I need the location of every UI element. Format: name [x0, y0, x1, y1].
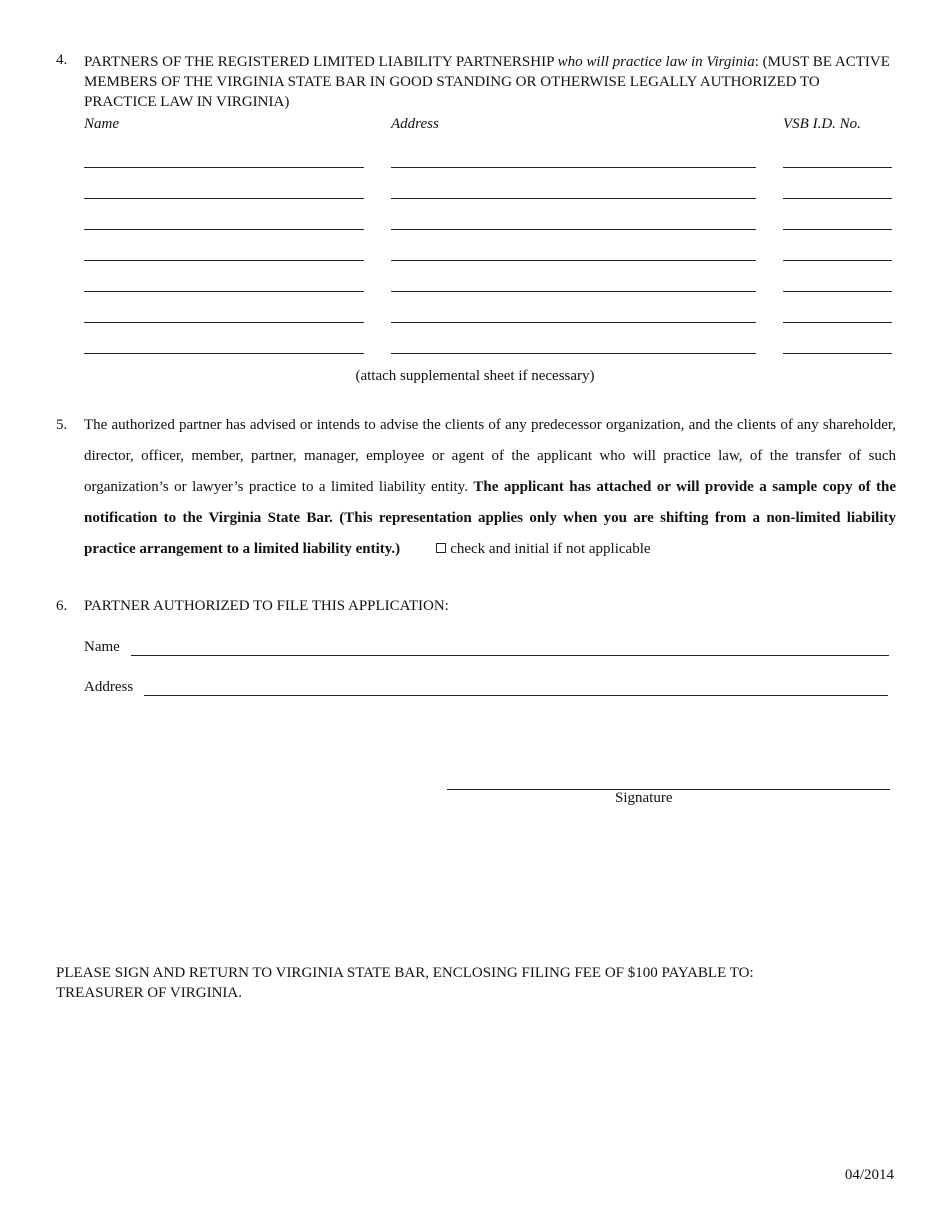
section-5-paragraph: [84, 410, 896, 565]
partner-address-field[interactable]: [391, 322, 756, 323]
partner-vsb-id-field[interactable]: [783, 198, 892, 199]
partner-vsb-id-field[interactable]: [783, 322, 892, 323]
section-4-heading: [84, 52, 894, 112]
partner-address-field[interactable]: [391, 353, 756, 354]
partner-vsb-id-field[interactable]: [783, 229, 892, 230]
section-6-number: 6.: [56, 598, 68, 614]
partner-name-field[interactable]: [84, 353, 364, 354]
name-field-line[interactable]: [131, 655, 889, 656]
signature-label: Signature: [615, 790, 673, 806]
not-applicable-checkbox[interactable]: [436, 543, 446, 553]
section-4-heading-start: PARTNERS OF THE REGISTERED LIMITED LIABILITY PARTNERSHIP: [84, 54, 558, 70]
section-4-heading-italic: who will practice law in Virginia: [557, 54, 755, 70]
column-header-name: Name: [84, 116, 119, 132]
filing-instructions-line-1: PLEASE SIGN AND RETURN TO VIRGINIA STATE BAR, ENCLOSING FILING FEE OF $100 PAYABLE TO:: [56, 965, 754, 981]
partner-address-field[interactable]: [391, 229, 756, 230]
partner-address-field[interactable]: [391, 260, 756, 261]
partner-name-field[interactable]: [84, 260, 364, 261]
filing-instructions-line-2: TREASURER OF VIRGINIA.: [56, 985, 242, 1001]
name-label: Name: [84, 639, 120, 655]
partner-address-field[interactable]: [391, 291, 756, 292]
partner-vsb-id-field[interactable]: [783, 353, 892, 354]
address-field-line[interactable]: [144, 695, 888, 696]
filing-instructions: [56, 963, 754, 1003]
section-5-text: The authorized partner has advised or intends to advise the clients of any predecessor organization, and the clients of any shareholder, director, officer, member, partner, manager, employee or agent of the applicant who will practice law, of the transfer of such organization’s or lawyer’s practice to a limited liability entity.: [84, 417, 896, 495]
section-5-bold-text: The applicant has attached or will provide a sample copy of the notification to the Virginia State Bar. (This representation applies only when you are shifting from a non-limited liability practice arrangement to a limited liability entity.): [84, 479, 896, 557]
partner-name-field[interactable]: [84, 229, 364, 230]
partner-vsb-id-field[interactable]: [783, 260, 892, 261]
section-5-number: 5.: [56, 417, 68, 433]
column-header-vsb-id: VSB I.D. No.: [783, 116, 861, 132]
not-applicable-label: check and initial if not applicable: [450, 541, 651, 557]
section-4-heading-end: : (MUST BE ACTIVE MEMBERS OF THE VIRGINIA STATE BAR IN GOOD STANDING OR OTHERWISE LEGALLY AUTHORIZED TO PRACTICE LAW IN VIRGINIA): [84, 54, 890, 110]
partner-name-field[interactable]: [84, 291, 364, 292]
partner-name-field[interactable]: [84, 198, 364, 199]
address-label: Address: [84, 679, 134, 695]
partner-address-field[interactable]: [391, 198, 756, 199]
partner-name-field[interactable]: [84, 167, 364, 168]
supplemental-note: (attach supplemental sheet if necessary): [355, 368, 595, 384]
partner-vsb-id-field[interactable]: [783, 167, 892, 168]
partner-name-field[interactable]: [84, 322, 364, 323]
form-date: 04/2014: [844, 1167, 894, 1183]
column-header-address: Address: [391, 116, 439, 132]
section-4-number: 4.: [56, 52, 68, 68]
partner-vsb-id-field[interactable]: [783, 291, 892, 292]
section-6-heading: PARTNER AUTHORIZED TO FILE THIS APPLICATION:: [84, 598, 449, 614]
partner-address-field[interactable]: [391, 167, 756, 168]
